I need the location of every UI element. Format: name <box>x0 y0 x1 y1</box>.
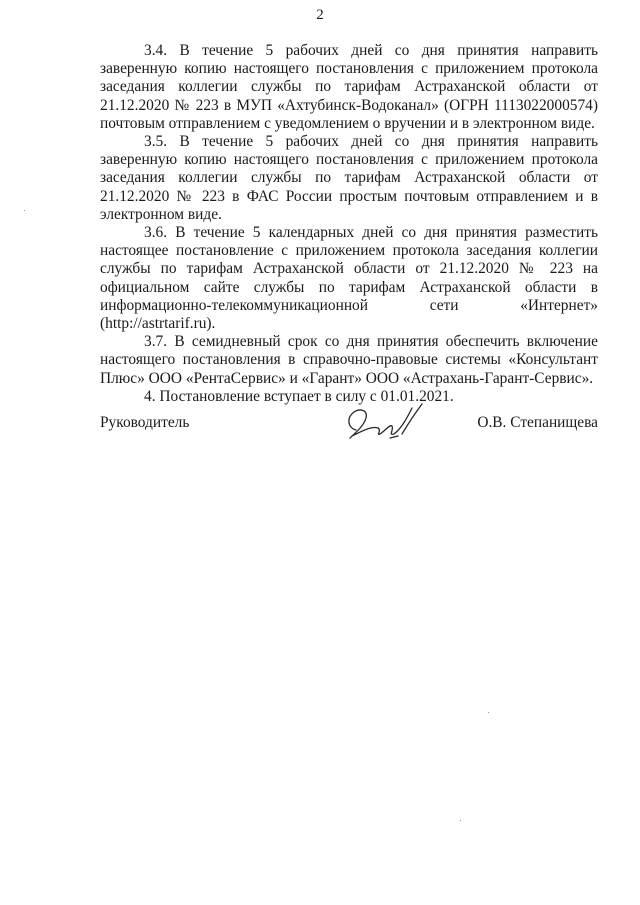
signatory-title: Руководитель <box>100 414 190 431</box>
scan-speck <box>488 712 489 713</box>
page-number: 2 <box>316 7 324 23</box>
signature-block <box>100 400 598 460</box>
scan-speck <box>24 210 25 211</box>
scan-speck <box>460 820 461 821</box>
paragraph-3-6: 3.6. В течение 5 календарных дней со дня принятия разместить настоящее постановление с приложением протокола заседания коллегии службы по тарифам Астраханской области от 21.12.2020 № 223 на официальном сайте службы по тарифам Астраханской области в информационно-телекоммуникационной сети «Интернет» (http://astrtarif.ru). <box>100 224 598 333</box>
document-body <box>100 42 598 406</box>
signatory-name: О.В. Степанищева <box>477 414 598 431</box>
paragraph-3-5: 3.5. В течение 5 рабочих дней со дня принятия направить заверенную копию настоящего постановления с приложением протокола заседания коллегии службы по тарифам Астраханской области от 21.12.2020 № 223 в ФАС России простым почтовым отправлением и в электронном виде. <box>100 133 598 223</box>
handwritten-signature <box>342 400 432 444</box>
paragraph-4: 4. Постановление вступает в силу с 01.01.2021. <box>144 387 454 405</box>
paragraph-3-4: 3.4. В течение 5 рабочих дней со дня принятия направить заверенную копию настоящего постановления с приложением протокола заседания коллегии службы по тарифам Астраханской области от 21.12.2020 № 223 в МУП «Ахтубинск-Водоканал» (ОГРН 1113022000574) почтовым отправлением с уведомлением о вручении и в электронном виде. <box>100 42 598 132</box>
paragraph-3-7: 3.7. В семидневный срок со дня принятия обеспечить включение настоящего постановления в справочно-правовые системы «Консультант Плюс» ООО «РентаСервис» и «Гарант» ООО «Астрахань-Гарант-Сервис». <box>100 333 598 387</box>
